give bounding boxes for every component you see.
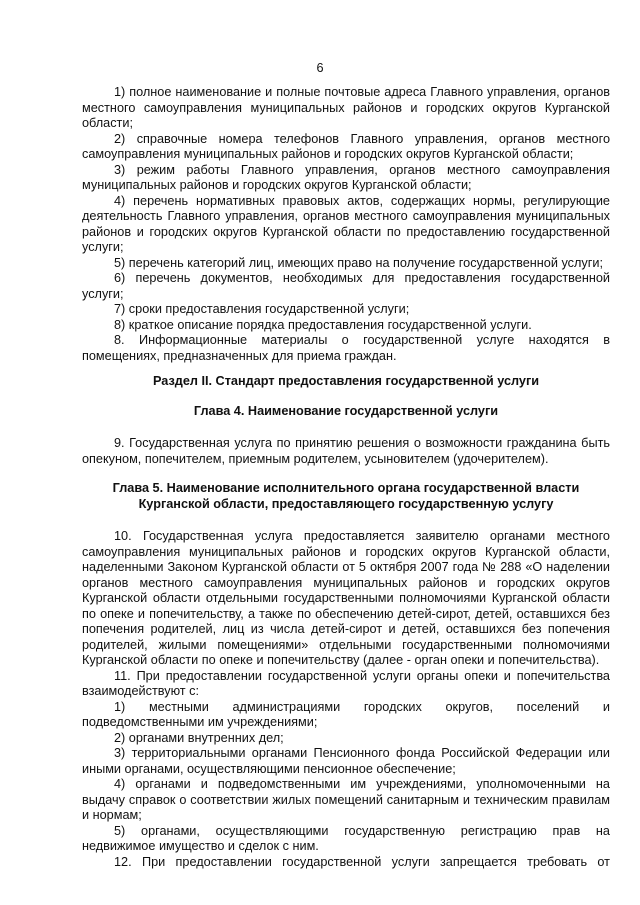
paragraph-10: 10. Государственная услуга предоставляется заявителю органами местного самоуправления муниципальных районов и городских округов Курганской области, наделенными Законом Курганской области от 5 октября 2007 года № 288 «О наделении органов местного самоуправления муниципальных районов и городских округов Курганской области отдельными государственными полномочиями Курганской области по опеке и попечительству, а также по обеспечению детей-сирот, детей, оставшихся без попечения родителей, лиц из числа детей-сирот и детей, оставшихся без попечения родителей, жилыми помещениями» отдельными государственными полномочиями Курганской области по опеке и попечительству (далее - орган опеки и попечительства). <box>82 529 610 667</box>
list-item: 5) перечень категорий лиц, имеющих право на получение государственной услуги; <box>114 255 603 270</box>
section-heading: Раздел II. Стандарт предоставления государственной услуги <box>152 374 540 388</box>
list-item: 6) перечень документов, необходимых для предоставления государственной услуги; <box>82 271 610 301</box>
list-item: 2) органами внутренних дел; <box>114 730 284 745</box>
list-item: 3) территориальными органами Пенсионного фонда Российской Федерации или иными органами, осуществляющими пенсионное обеспечение; <box>82 746 610 776</box>
page-number: 6 <box>316 61 324 75</box>
list-item: 4) перечень нормативных правовых актов, содержащих нормы, регулирующие деятельность Главного управления, органов местного самоуправления муниципальных районов и городских округов Курганской области по предоставлению государственной услуги; <box>82 193 610 254</box>
info-list <box>82 85 610 364</box>
list-item: 4) органами и подведомственными им учреждениями, уполномоченными на выдачу справок о соответствии жилых помещений санитарным и техническим правилам и нормам; <box>82 777 610 822</box>
chapter-5-heading: Глава 5. Наименование исполнительного органа государственной власти Курганской области, предоставляющего государственную услугу <box>112 481 580 511</box>
list-item: 3) режим работы Главного управления, органов местного самоуправления муниципальных районов и городских округов Курганской области; <box>82 162 610 192</box>
paragraph-9: 9. Государственная услуга по принятию решения о возможности гражданина быть опекуном, попечителем, приемным родителем, усыновителем (удочерителем). <box>82 436 610 466</box>
list-item: 8) краткое описание порядка предоставления государственной услуги. <box>114 317 532 332</box>
list-item: 8. Информационные материалы о государственной услуге находятся в помещениях, предназначенных для приема граждан. <box>82 333 610 363</box>
list-item: 1) местными администрациями городских округов, поселений и подведомственными им учреждениями; <box>82 699 610 729</box>
list-item: 5) органами, осуществляющими государственную регистрацию прав на недвижимое имущество и сделок с ним. <box>82 823 610 853</box>
paragraph-11: 11. При предоставлении государственной услуги органы опеки и попечительства взаимодействуют с: <box>82 668 610 698</box>
list-item: 2) справочные номера телефонов Главного управления, органов местного самоуправления муниципальных районов и городских округов Курганской области; <box>82 131 610 161</box>
chapter-4-heading: Глава 4. Наименование государственной услуги <box>193 404 499 418</box>
chapter-5-body <box>82 529 610 870</box>
paragraph-12: 12. При предоставлении государственной услуги запрещается требовать от <box>114 854 610 869</box>
list-item: 1) полное наименование и полные почтовые адреса Главного управления, органов местного самоуправления муниципальных районов и городских округов Курганской области; <box>82 85 610 130</box>
list-item: 7) сроки предоставления государственной услуги; <box>114 302 410 316</box>
